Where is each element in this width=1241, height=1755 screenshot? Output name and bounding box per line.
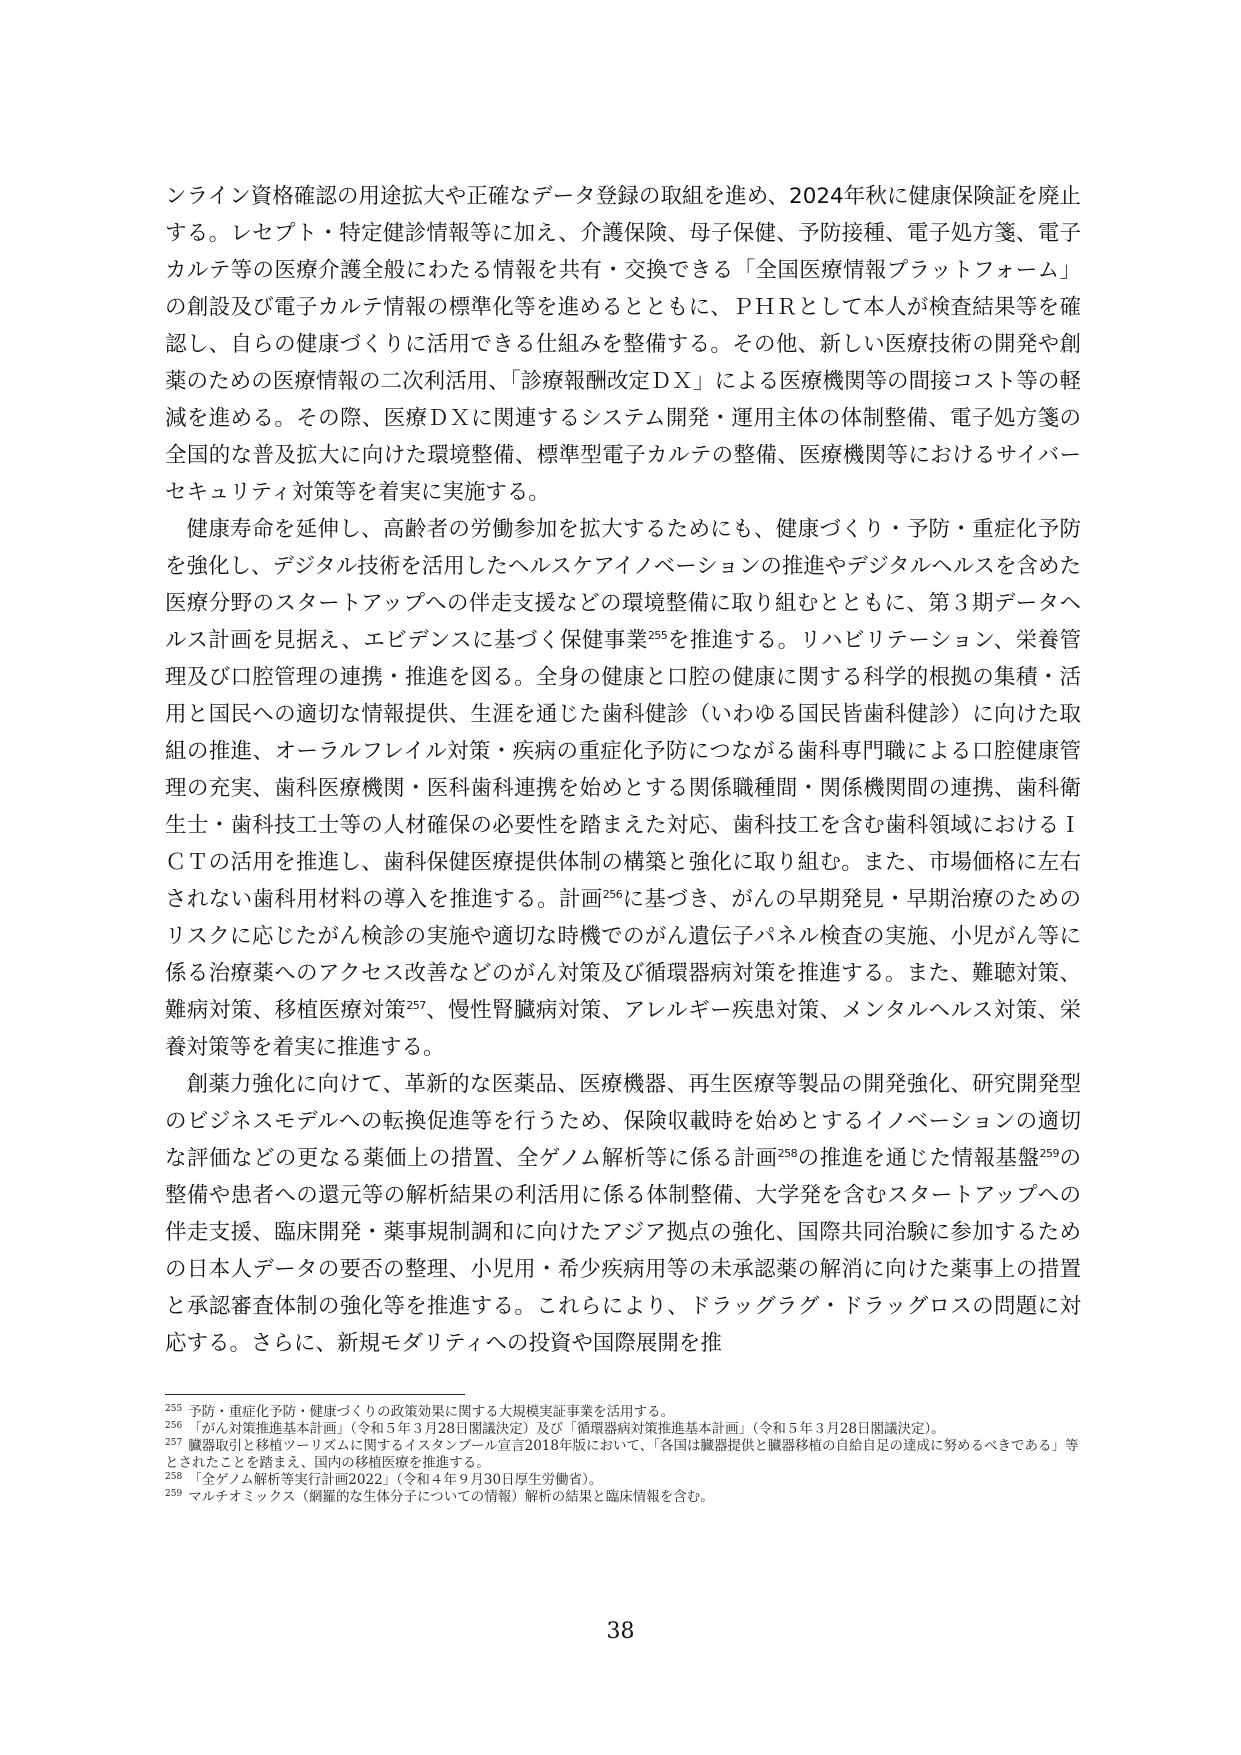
paragraph-text: 健康寿命を延伸し、高齢者の労働参加を拡大するためにも、健康づくり・予防・重症化予防を強化し、デジタル技術を活用したヘルスケアイノベーションの推進やデジタルヘルスを含めた医療分野のスタートアップへの伴走支援などの環境整備に取り組むとともに、第３期データヘルス計画を見据え、エビデンスに基づく保健事業 bbox=[165, 517, 1081, 653]
paragraph-text: の整備や患者への還元等の解析結果の利活用に係る体制整備、大学発を含むスタートアップへの伴走支援、臨床開発・薬事規制調和に向けたアジア拠点の強化、国際共同治験に参加するための日本人データの要否の整理、小児用・希少疾病用等の未承認薬の解消に向けた薬事上の措置と承認審査体制の強化等を推進する。これらにより、ドラッグラグ・ドラッグロスの問題に対応する。さらに、新規モダリティへの投資や国際展開を推 bbox=[165, 1146, 1081, 1356]
footnote-number: 258 bbox=[165, 1471, 183, 1482]
footnote-number: 257 bbox=[165, 1437, 183, 1448]
footnote-text: 臓器取引と移植ツーリズムに関するイスタンブール宣言2018年版において、「各国は臓器提供と臓器移植の自給自足の達成に努めるべきである」等とされたことを踏まえ、国内の移植医療を推進する。 bbox=[165, 1438, 1079, 1471]
footnote-text: 予防・重症化予防・健康づくりの政策効果に関する大規模実証事業を活用する。 bbox=[188, 1404, 675, 1420]
main-body-text bbox=[165, 178, 1081, 1362]
paragraph-text: に基づき、がんの早期発見・早期治療のためのリスクに応じたがん検診の実施や適切な時機でのがん遺伝子パネル検査の実施、小児がん等に係る治療薬へのアクセス改善などのがん対策及び循環器病対策を推進する。また、難聴対策、難病対策、移植医療対策 bbox=[165, 887, 1081, 1023]
paragraph-text: 創薬力強化に向けて、革新的な医薬品、医療機器、再生医療等製品の開発強化、研究開発型のビジネスモデルへの転換促進等を行うため、保険収載時を始めとするイノベーションの適切な評価などの更なる薬価上の措置、全ゲノム解析等に係る計画 bbox=[165, 1072, 1081, 1171]
paragraph-text: を推進する。リハビリテーション、栄養管理及び口腔管理の連携・推進を図る。全身の健康と口腔の健康に関する科学的根拠の集積・活用と国民への適切な情報提供、生涯を通じた歯科健診（いわゆる国民皆歯科健診）に向けた取組の推進、オーラルフレイル対策・疾病の重症化予防につながる歯科専門職による口腔健康管理の充実、歯科医療機関・医科歯科連携を始めとする関係職種間・関係機関間の連携、歯科衛生士・歯科技工士等の人材確保の必要性を踏まえた対応、歯科技工を含む歯科領域におけるＩＣＴの活用を推進し、歯科保健医療提供体制の構築と強化に取り組む。また、市場価格に左右されない歯科用材料の導入を推進する。計画 bbox=[165, 628, 1081, 912]
footnote-separator bbox=[165, 1394, 465, 1395]
footnote-reference: 256 bbox=[602, 887, 623, 901]
footnote-item bbox=[165, 1438, 1081, 1472]
footnote-reference: 257 bbox=[406, 998, 426, 1012]
page-number: 38 bbox=[606, 1619, 635, 1644]
body-paragraph bbox=[165, 511, 1081, 1066]
footnotes-section bbox=[165, 1404, 1081, 1506]
footnote-number: 259 bbox=[165, 1488, 183, 1499]
paragraph-text: の推進を通じた情報基盤 bbox=[797, 1146, 1040, 1171]
footnote-text: 「がん対策推進基本計画」（令和５年３月28日閣議決定）及び「循環器病対策推進基本計画」（令和５年３月28日閣議決定）。 bbox=[188, 1421, 945, 1437]
body-paragraph bbox=[165, 178, 1081, 511]
footnote-reference: 258 bbox=[777, 1146, 798, 1160]
footnote-item bbox=[165, 1472, 1081, 1489]
body-paragraph bbox=[165, 1066, 1081, 1362]
footnote-item bbox=[165, 1489, 1081, 1506]
footnote-text: 「全ゲノム解析等実行計画2022」（令和４年９月30日厚生労働省）。 bbox=[188, 1472, 603, 1488]
footnote-item bbox=[165, 1421, 1081, 1438]
footnote-text: マルチオミックス（網羅的な生体分子についての情報）解析の結果と臨床情報を含む。 bbox=[188, 1489, 714, 1505]
footnote-number: 255 bbox=[165, 1403, 183, 1414]
paragraph-text: 、慢性腎臓病対策、アレルギー疾患対策、メンタルヘルス対策、栄養対策等を着実に推進する。 bbox=[165, 998, 1081, 1060]
footnote-reference: 259 bbox=[1039, 1146, 1059, 1160]
paragraph-text: ンライン資格確認の用途拡大や正確なデータ登録の取組を進め、2024年秋に健康保険証を廃止する。レセプト・特定健診情報等に加え、介護保険、母子保健、予防接種、電子処方箋、電子カルテ等の医療介護全般にわたる情報を共有・交換できる「全国医療情報プラットフォーム」の創設及び電子カルテ情報の標準化等を進めるとともに、ＰＨＲとして本人が検査結果等を確認し、自らの健康づくりに活用できる仕組みを整備する。その他、新しい医療技術の開発や創薬のための医療情報の二次利活用、「診療報酬改定ＤＸ」による医療機関等の間接コスト等の軽減を進める。その際、医療ＤＸに関連するシステム開発・運用主体の体制整備、電子処方箋の全国的な普及拡大に向けた環境整備、標準型電子カルテの整備、医療機関等におけるサイバーセキュリティ対策等を着実に実施する。 bbox=[165, 184, 1081, 505]
footnote-item bbox=[165, 1404, 1081, 1421]
footnote-reference: 255 bbox=[647, 628, 668, 642]
footnote-number: 256 bbox=[165, 1420, 183, 1431]
